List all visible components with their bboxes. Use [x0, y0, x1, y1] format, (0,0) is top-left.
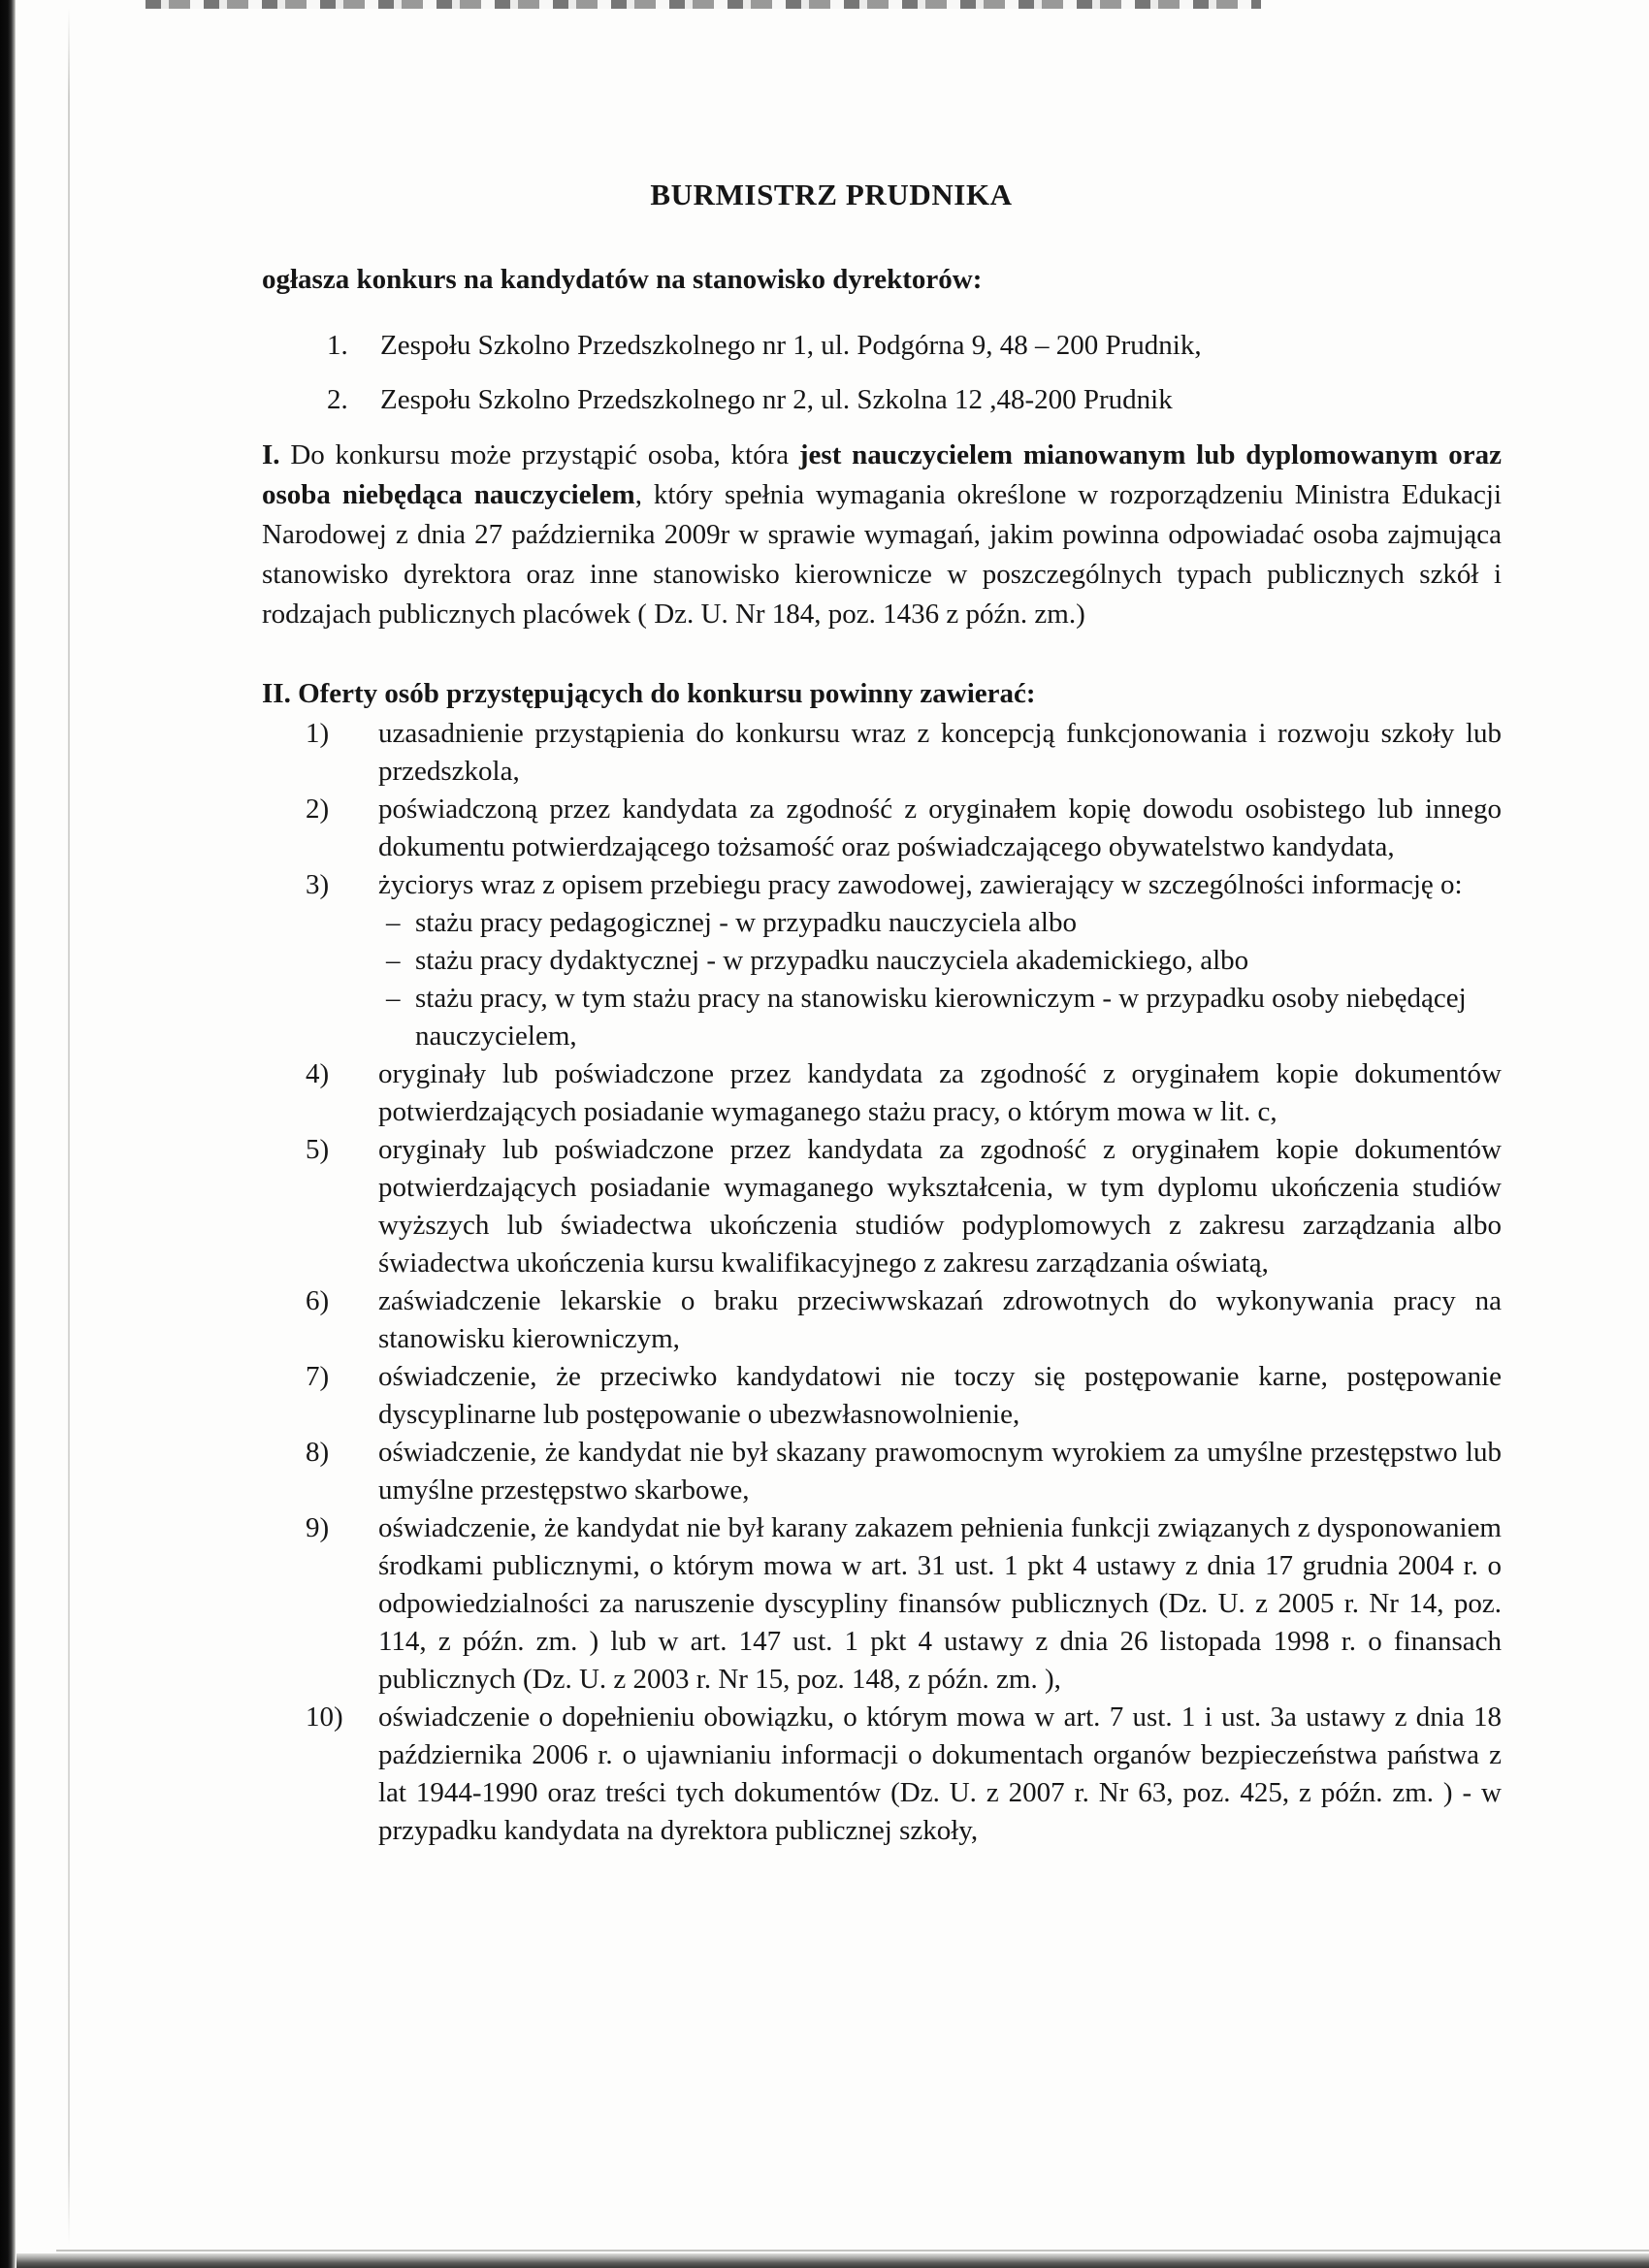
school-text: Zespołu Szkolno Przedszkolnego nr 2, ul. Szkolna 12 ,48-200 Prudnik — [380, 384, 1173, 415]
requirement-body — [378, 1434, 1502, 1509]
dash-bullet: – — [386, 907, 401, 938]
requirement-number: 9) — [306, 1512, 330, 1543]
requirement-item — [262, 866, 1502, 1055]
requirements-list — [262, 715, 1502, 1850]
requirement-body — [378, 1699, 1502, 1850]
requirement-text: życiorys wraz z opisem przebiegu pracy zawodowej, zawierający w szczególności informację o: — [378, 869, 1463, 900]
requirement-number: 2) — [306, 794, 330, 825]
requirement-body — [378, 791, 1502, 866]
school-number: 2. — [327, 384, 348, 415]
requirement-item — [262, 791, 1502, 866]
schools-list — [262, 326, 1502, 435]
requirement-sub-item — [378, 980, 1502, 1055]
requirement-number: 7) — [306, 1361, 330, 1392]
bold-text-run: I. — [262, 439, 280, 470]
dash-bullet: – — [386, 945, 401, 976]
requirement-item — [262, 1434, 1502, 1509]
dash-bullet: – — [386, 983, 401, 1014]
requirement-sub-item — [378, 942, 1502, 980]
requirement-text: oryginały lub poświadczone przez kandydata za zgodność z oryginałem kopie dokumentów potwierdzających posiadanie wymaganego wykształcenia, w tym dyplomu ukończenia studiów wyższych lub świadectwa ukończenia studiów podyplomowych z zakresu zarządzania albo świadectwa ukończenia kursu kwalifikacyjnego z zakresu zarządzania oświatą, — [378, 1134, 1502, 1279]
school-list-item — [262, 326, 1502, 366]
school-list-item — [262, 380, 1502, 420]
requirement-text: zaświadczenie lekarskie o braku przeciwwskazań zdrowotnych do wykonywania pracy na stanowisku kierowniczym, — [378, 1285, 1502, 1354]
requirement-number: 4) — [306, 1058, 330, 1089]
requirement-text: oryginały lub poświadczone przez kandydata za zgodność z oryginałem kopie dokumentów potwierdzających posiadanie wymaganego stażu pracy, o którym mowa w lit. c, — [378, 1058, 1502, 1127]
requirement-text: poświadczoną przez kandydata za zgodność z oryginałem kopię dowodu osobistego lub innego dokumentu potwierdzającego tożsamość oraz poświadczającego obywatelstwo kandydata, — [378, 794, 1502, 862]
requirement-text: oświadczenie, że przeciwko kandydatowi nie toczy się postępowanie karne, postępowanie dyscyplinarne lub postępowanie o ubezwłasnowolnienie, — [378, 1361, 1502, 1430]
requirement-number: 6) — [306, 1285, 330, 1316]
requirement-body — [378, 1055, 1502, 1131]
requirement-number: 10) — [306, 1701, 343, 1733]
page-bottom-edge-line — [56, 2250, 1649, 2252]
requirement-sub-item — [378, 904, 1502, 942]
requirement-body — [378, 1509, 1502, 1699]
sub-item-text: stażu pracy, w tym stażu pracy na stanowisku kierowniczym - w przypadku osoby niebędącej nauczycielem, — [415, 983, 1467, 1052]
requirement-text: oświadczenie, że kandydat nie był skazany prawomocnym wyrokiem za umyślne przestępstwo lub umyślne przestępstwo skarbowe, — [378, 1437, 1502, 1506]
requirement-body — [378, 1358, 1502, 1434]
requirement-number: 3) — [306, 869, 330, 900]
scan-edge-bottom — [16, 2253, 1649, 2268]
scan-edge-top-noise — [146, 0, 1261, 9]
intro-heading: ogłasza konkurs na kandydatów na stanowisko dyrektorów: — [262, 264, 983, 295]
requirement-item — [262, 1282, 1502, 1358]
bold-text-run: jest nauczycielem mianowanym lub dyplomowanym oraz osoba niebędąca nauczycielem — [262, 439, 1502, 510]
requirement-item — [262, 715, 1502, 791]
school-number: 1. — [327, 330, 348, 361]
page-fold-line — [68, 8, 70, 2245]
section-1-paragraph — [262, 436, 1502, 634]
requirement-item — [262, 1358, 1502, 1434]
requirement-body — [378, 715, 1502, 791]
section-2-heading: II. Oferty osób przystępujących do konkursu powinny zawierać: — [262, 678, 1036, 709]
requirement-item — [262, 1131, 1502, 1282]
requirement-body — [378, 1131, 1502, 1282]
scan-edge-left — [0, 0, 16, 2268]
requirement-item — [262, 1055, 1502, 1131]
requirement-text: oświadczenie, że kandydat nie był karany zakazem pełnienia funkcji związanych z dysponowaniem środkami publicznymi, o którym mowa w art. 31 ust. 1 pkt 4 ustawy z dnia 17 grudnia 2004 r. o odpowiedzialności za naruszenie dyscypliny finansów publicznych (Dz. U. z 2005 r. Nr 14, poz. 114, z późn. zm. ) lub w art. 147 ust. 1 pkt 4 ustawy z dnia 26 listopada 1998 r. o finansach publicznych (Dz. U. z 2003 r. Nr 15, poz. 148, z późn. zm. ), — [378, 1512, 1502, 1695]
requirement-text: uzasadnienie przystąpienia do konkursu wraz z koncepcją funkcjonowania i rozwoju szkoły lub przedszkola, — [378, 718, 1502, 787]
document-title: BURMISTRZ PRUDNIKA — [650, 178, 1013, 211]
sub-item-text: stażu pracy dydaktycznej - w przypadku nauczyciela akademickiego, albo — [415, 945, 1249, 976]
sub-item-text: stażu pracy pedagogicznej - w przypadku nauczyciela albo — [415, 907, 1077, 938]
text-run: Do konkursu może przystąpić osoba, która — [279, 439, 799, 470]
requirement-number: 1) — [306, 718, 330, 749]
requirement-number: 5) — [306, 1134, 330, 1165]
text-run: , który spełnia wymagania określone w rozporządzeniu Ministra Edukacji Narodowej z dnia 27 października 2009r w sprawie wymagań, jakim powinna odpowiadać osoba zajmująca stanowisko dyrektora oraz inne stanowisko kierownicze w poszczególnych typach publicznych szkół i rodzajach publicznych placówek ( Dz. U. Nr 184, poz. 1436 z późn. zm.) — [262, 479, 1503, 630]
requirement-item — [262, 1699, 1502, 1850]
requirement-text: oświadczenie o dopełnieniu obowiązku, o którym mowa w art. 7 ust. 1 i ust. 3a ustawy z dnia 18 października 2006 r. o ujawnianiu informacji o dokumentach organów bezpieczeństwa państwa z lat 1944-1990 oraz treści tych dokumentów (Dz. U. z 2007 r. Nr 63, poz. 425, z późn. zm. ) - w przypadku kandydata na dyrektora publicznej szkoły, — [378, 1701, 1502, 1846]
requirement-body — [378, 866, 1502, 1055]
requirement-item — [262, 1509, 1502, 1699]
requirement-number: 8) — [306, 1437, 330, 1468]
school-text: Zespołu Szkolno Przedszkolnego nr 1, ul. Podgórna 9, 48 – 200 Prudnik, — [380, 330, 1202, 361]
requirement-body — [378, 1282, 1502, 1358]
